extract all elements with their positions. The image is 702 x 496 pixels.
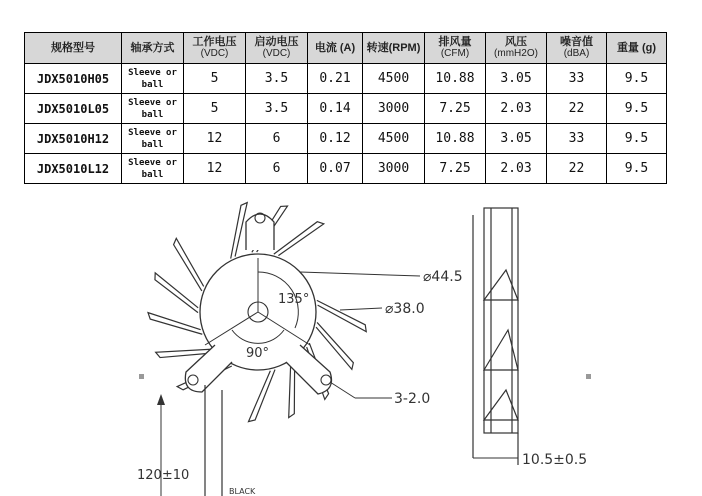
cell-weight: 9.5: [607, 154, 667, 184]
header-weight: 重量 (g): [607, 33, 667, 64]
dim-outer-label: ⌀44.5: [423, 269, 463, 285]
ref-mark-left: [139, 374, 144, 379]
cell-airflow: 10.88: [425, 64, 486, 94]
angle-90-label: 90°: [246, 346, 270, 361]
cell-starting-voltage: 3.5: [246, 94, 308, 124]
leader-holes: [330, 382, 355, 398]
cell-working-voltage: 12: [184, 124, 246, 154]
fan-blade: [174, 238, 204, 291]
cell-bearing: Sleeve or ball: [122, 124, 184, 154]
header-pressure: 风压 (mmH2O): [486, 33, 547, 64]
header-bearing: 轴承方式: [122, 33, 184, 64]
cell-speed: 3000: [363, 94, 425, 124]
cell-starting-voltage: 6: [246, 154, 308, 184]
header-model: 规格型号: [25, 33, 122, 64]
cell-model: JDX5010L05: [25, 94, 122, 124]
wire-dim-arrow: [157, 394, 165, 405]
header-noise: 噪音值 (dBA): [547, 33, 607, 64]
cell-speed: 4500: [363, 64, 425, 94]
cell-weight: 9.5: [607, 124, 667, 154]
cell-noise: 33: [547, 124, 607, 154]
wire-length-label: 120±10: [137, 468, 190, 483]
cell-current: 0.07: [308, 154, 363, 184]
cell-noise: 33: [547, 64, 607, 94]
cell-model: JDX5010H12: [25, 124, 122, 154]
angle-135-label: 135°: [278, 292, 310, 307]
dim-inner-label: ⌀38.0: [385, 301, 425, 317]
leader-inner: [340, 308, 382, 310]
cell-speed: 4500: [363, 124, 425, 154]
cell-weight: 9.5: [607, 64, 667, 94]
cell-working-voltage: 12: [184, 154, 246, 184]
cell-pressure: 3.05: [486, 124, 547, 154]
leader-outer: [300, 272, 420, 276]
cell-working-voltage: 5: [184, 64, 246, 94]
wire-channel: [205, 385, 222, 496]
cell-starting-voltage: 6: [246, 124, 308, 154]
cell-starting-voltage: 3.5: [246, 64, 308, 94]
ref-mark-right: [586, 374, 591, 379]
wire-color-label: BLACK: [229, 487, 256, 496]
cell-pressure: 3.05: [486, 64, 547, 94]
holes-label: 3-2.0: [394, 391, 431, 407]
fan-blade: [274, 222, 324, 256]
cell-speed: 3000: [363, 154, 425, 184]
fan-blade: [248, 370, 275, 422]
cell-current: 0.21: [308, 64, 363, 94]
mounting-ear-top: [246, 214, 274, 250]
header-starting-voltage: 启动电压 (VDC): [246, 33, 308, 64]
fan-blade: [316, 322, 353, 369]
cell-working-voltage: 5: [184, 94, 246, 124]
header-airflow: 排风量 (CFM): [425, 33, 486, 64]
header-current: 电流 (A): [308, 33, 363, 64]
cell-pressure: 2.03: [486, 94, 547, 124]
cell-model: JDX5010H05: [25, 64, 122, 94]
fan-side-view: [473, 208, 518, 465]
cell-airflow: 10.88: [425, 124, 486, 154]
fan-blade: [317, 300, 366, 331]
cell-bearing: Sleeve or ball: [122, 64, 184, 94]
cell-bearing: Sleeve or ball: [122, 154, 184, 184]
cell-pressure: 2.03: [486, 154, 547, 184]
cell-current: 0.12: [308, 124, 363, 154]
cell-model: JDX5010L12: [25, 154, 122, 184]
fan-blade: [148, 313, 202, 335]
cell-noise: 22: [547, 94, 607, 124]
cell-airflow: 7.25: [425, 154, 486, 184]
cell-weight: 9.5: [607, 94, 667, 124]
cell-current: 0.14: [308, 94, 363, 124]
header-speed: 转速(RPM): [363, 33, 425, 64]
cell-bearing: Sleeve or ball: [122, 94, 184, 124]
cell-noise: 22: [547, 154, 607, 184]
fan-blade: [155, 273, 198, 313]
thickness-label: 10.5±0.5: [522, 452, 588, 468]
header-working-voltage: 工作电压 (VDC): [184, 33, 246, 64]
fan-blade: [231, 203, 248, 259]
cell-airflow: 7.25: [425, 94, 486, 124]
